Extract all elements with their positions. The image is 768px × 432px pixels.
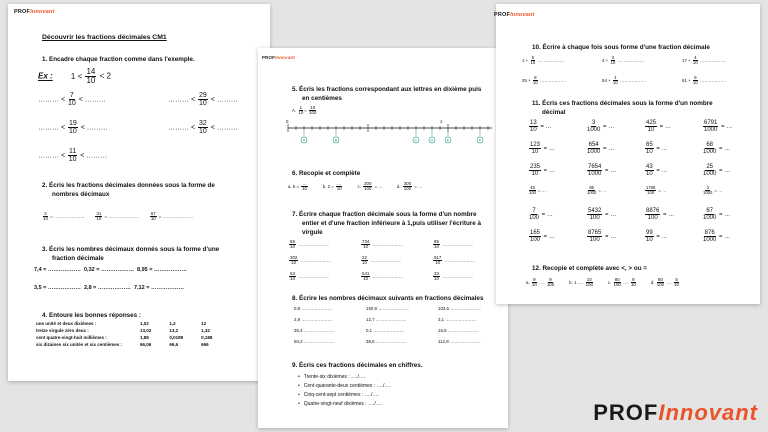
question-7: 7. Écrire chaque fraction décimale sous la forme d'un nombre: [292, 211, 477, 218]
q11-item: $\frac{8876}{100}$ = …: [646, 208, 675, 221]
q8-item: 0,8 …………………: [294, 306, 333, 311]
q8-item: 12,7 …………………: [366, 317, 407, 322]
q12-item: b. 1 …. $\frac{10}{100}$: [569, 277, 593, 288]
q11-item: $\frac{86}{1000}$ = …: [587, 185, 607, 196]
q8-item: 38,6 …………………: [366, 339, 407, 344]
fraction: $\frac{1768}{100}$: [646, 185, 656, 196]
q11-item: $\frac{67}{1000}$ = …: [703, 208, 731, 221]
point-label: F: [478, 137, 482, 143]
point-label: D: [430, 137, 434, 143]
question-5: 5. Écris les fractions correspondant aux lettres en dixième puis: [292, 86, 482, 93]
brand-logo-large: PROFInnovant: [593, 400, 758, 425]
q7-item: $\frac{541}{10}$ …………………: [362, 271, 404, 282]
question-7-cont2: virgule: [302, 229, 323, 236]
fraction: $\frac{7}{100}$: [529, 208, 540, 221]
table-cell[interactable]: cent quatre-vingt-huit millièmes :: [36, 335, 107, 340]
q11-item: $\frac{68}{1000}$ = …: [703, 142, 731, 155]
fraction: $\frac{68}{1000}$: [703, 142, 717, 155]
table-cell[interactable]: 0,188: [201, 335, 213, 340]
question-4: 4. Entoure les bonnes réponses :: [42, 312, 142, 319]
table-cell[interactable]: 666: [201, 342, 209, 347]
question-7-cont: entier et d'une fraction inférieure à 1,puis utiliser l'écriture à: [302, 220, 482, 227]
point-label: B: [334, 137, 338, 143]
table-cell[interactable]: 66,06: [140, 342, 152, 347]
q12-items: [526, 278, 694, 288]
fraction: $\frac{8}{10}$: [630, 277, 636, 288]
q9-item: • Cinq-cent-sept centièmes : …./….: [298, 392, 379, 398]
table-cell[interactable]: treize virgule zéro deux :: [36, 328, 89, 333]
q11-item: $\frac{1768}{100}$ = …: [646, 185, 667, 196]
fraction: $\frac{19}{10}$: [68, 120, 77, 135]
q8-item: 112,8 …………………: [438, 339, 481, 344]
q11-item: $\frac{13}{10}$ = …: [530, 120, 552, 133]
q10-item: 4 + $\frac{3}{10}$ ………………: [602, 55, 644, 66]
q10-item: 17 + $\frac{4}{10}$ ………………: [682, 55, 727, 66]
fraction: $\frac{11}{10}$: [68, 148, 77, 163]
example-row: Ex : 1 < $\frac{14}{10}$ < 2: [38, 67, 111, 85]
fraction: $\frac{86}{1000}$: [587, 185, 597, 196]
fraction: $\frac{3}{10}$: [610, 55, 616, 66]
q7-item: $\frac{22}{10}$ …………………: [362, 255, 401, 266]
fraction: $\frac{99}{10}$: [646, 230, 653, 243]
table-cell[interactable]: 1,88: [140, 335, 149, 340]
fraction: $\frac{5432}{100}$: [588, 208, 602, 221]
fraction: $\frac{9}{100}$: [546, 277, 555, 288]
fraction: $\frac{917}{10}$: [434, 255, 442, 266]
q11-item: $\frac{65}{10}$ = …: [646, 142, 668, 155]
question-9: 9. Écris ces fractions décimales en chiffres.: [292, 362, 423, 369]
q7-item: $\frac{33}{10}$ …………………: [434, 271, 473, 282]
axis-one: 1: [440, 119, 443, 124]
fraction: $\frac{7654}{1000}$: [588, 164, 602, 177]
q12-item: d. $\frac{50}{100}$ …. $\frac{5}{10}$: [650, 277, 679, 288]
worksheet-page-3: [496, 4, 760, 304]
q9-item: • Trente-six dixièmes : …./….: [298, 374, 365, 380]
fraction: $\frac{425}{10}$: [646, 120, 657, 133]
q11-item: $\frac{48}{100}$ = …: [529, 185, 546, 196]
q9-item: • Quatre-vingt-neuf dixièmes : …./….: [298, 401, 382, 407]
fraction: $\frac{31}{10}$: [96, 211, 102, 222]
table-cell[interactable]: une unité et deux dixièmes :: [36, 321, 97, 326]
fraction: $\frac{541}{10}$: [362, 271, 370, 282]
fraction: $\frac{876}{1000}$: [703, 230, 717, 243]
fraction: $\frac{85}{10}$: [434, 239, 439, 250]
q7-item: $\frac{917}{10}$ …………………: [434, 255, 476, 266]
q11-item: $\frac{654}{1000}$ = …: [587, 142, 615, 155]
q6-item: b. 2 = $\frac{\dots}{10}$: [322, 181, 342, 192]
question-3: 3. Écris les nombres décimaux donnés sous la forme d'une: [42, 246, 220, 253]
q6-item: a. 5 = $\frac{\dots}{10}$: [288, 181, 307, 192]
fraction: $\frac{165}{100}$: [530, 230, 541, 243]
fraction: $\frac{300}{100}$: [403, 181, 412, 192]
fraction: $\frac{43}{10}$: [646, 164, 653, 177]
table-cell[interactable]: 13,2: [169, 328, 179, 333]
fraction: $\frac{9}{10}$: [531, 277, 537, 288]
fraction: $\frac{235}{10}$: [530, 164, 541, 177]
q11-item: $\frac{6791}{1000}$ = …: [704, 120, 733, 133]
q8-item: 35,4 …………………: [294, 328, 335, 333]
framing-item: ……… < $\frac{32}{10}$ < ………: [168, 120, 238, 135]
question-2-cont: nombres décimaux: [52, 191, 110, 198]
fraction: $\frac{1}{10}$: [612, 75, 618, 86]
q8-item: 0,1 …………………: [366, 328, 405, 333]
fraction: $\frac{\dots}{10}$: [336, 181, 342, 192]
q11-item: $\frac{165}{100}$ = …: [530, 230, 555, 243]
q6-items: [288, 182, 436, 192]
fraction: $\frac{56}{10}$: [290, 239, 295, 250]
q11-item: $\frac{3}{1000}$ = …: [587, 120, 615, 133]
q8-item: 2,9 …………………: [294, 317, 333, 322]
fraction: $\frac{5}{10}$: [530, 55, 536, 66]
table-row: [32, 320, 216, 327]
q11-item: $\frac{235}{10}$ = …: [530, 164, 555, 177]
table-row: [32, 327, 216, 334]
fraction: $\frac{200}{100}$: [364, 181, 372, 192]
q8-item: 103,6 …………………: [438, 306, 481, 311]
fraction: $\frac{5}{10}$: [674, 277, 679, 288]
fraction: $\frac{29}{10}$: [198, 92, 207, 107]
q3-row-2: 3,5 = ……………… 2,8 = ……………… 7,12 = ………………: [34, 285, 184, 291]
fraction: $\frac{4}{10}$: [692, 55, 698, 66]
question-3-cont: fraction décimale: [52, 255, 104, 262]
fraction: $\frac{123}{10}$: [530, 142, 541, 155]
table-cell[interactable]: 13,02: [140, 328, 152, 333]
fraction: $\frac{6791}{1000}$: [704, 120, 718, 133]
q4-table: [32, 320, 216, 348]
q11-item: $\frac{876}{1000}$ = …: [703, 230, 731, 243]
fraction: $\frac{65}{10}$: [646, 142, 653, 155]
q7-item: $\frac{56}{10}$ …………………: [290, 239, 329, 250]
table-cell[interactable]: six dizaines six unités et six centièmes :: [36, 342, 123, 347]
q11-item: $\frac{5432}{100}$ = …: [588, 208, 617, 221]
q7-item: $\frac{734}{10}$ …………………: [362, 239, 404, 250]
fraction: $\frac{302}{10}$: [290, 255, 298, 266]
question-11-cont: décimal: [542, 109, 566, 116]
framing-item: ……… < $\frac{19}{10}$ < ………: [38, 120, 108, 135]
q11-item: $\frac{7654}{1000}$ = …: [588, 164, 617, 177]
question-12: 12. Recopie et complète avec <, > ou =: [532, 265, 647, 272]
table-cell[interactable]: 1,02: [140, 321, 149, 326]
q11-item: $\frac{425}{10}$ = …: [646, 120, 671, 133]
point-label: A: [302, 137, 306, 143]
q7-item: $\frac{302}{10}$ …………………: [290, 255, 332, 266]
fraction: $\frac{3}{1000}$: [703, 185, 713, 196]
fraction: $\frac{8}{10}$: [532, 75, 538, 86]
fraction: $\frac{25}{1000}$: [703, 164, 717, 177]
q12-item: a. $\frac{9}{10}$ …. $\frac{9}{100}$: [526, 277, 555, 288]
fraction: $\frac{9}{10}$: [692, 75, 698, 86]
fraction: $\frac{3}{1000}$: [587, 120, 601, 133]
q10-item: 1 + $\frac{5}{10}$ ………………: [522, 55, 564, 66]
fraction: $\frac{32}{10}$: [198, 120, 207, 135]
q3-row-1: 7,4 = ……………… 0,32 = ……………… 8,95 = ………………: [34, 267, 188, 273]
fraction: $\frac{22}{10}$: [362, 255, 367, 266]
fraction: $\frac{654}{1000}$: [587, 142, 601, 155]
fraction: $\frac{2}{10}$: [43, 211, 48, 222]
table-row: [32, 341, 216, 348]
question-8: 8. Écrire les nombres décimaux suivants en fractions décimales: [292, 295, 484, 302]
q11-item: $\frac{3}{1000}$ = …: [703, 185, 723, 196]
fraction: $\frac{63}{10}$: [290, 271, 295, 282]
question-2: 2. Écris les fractions décimales données sous la forme de: [42, 182, 215, 189]
q11-item: $\frac{8765}{100}$ = …: [588, 230, 617, 243]
q11-item: $\frac{99}{10}$ = …: [646, 230, 668, 243]
q7-item: $\frac{63}{10}$ …………………: [290, 271, 329, 282]
q12-item: c. $\frac{80}{100}$ …. $\frac{8}{10}$: [607, 277, 636, 288]
axis-zero: 0: [286, 119, 289, 124]
question-10: 10. Écrire à chaque fois sous forme d'une fraction décimale: [532, 44, 710, 51]
q8-item: 3,1 …………………: [438, 317, 477, 322]
q7-item: $\frac{85}{10}$ …………………: [434, 239, 473, 250]
page-title: Découvrir les fractions décimales CM1: [42, 34, 167, 41]
q2-items: $\frac{2}{10}$ = ………………… $\frac{31}{10}$ = ………………… $\frac{67}{10}$ = …………………: [43, 211, 194, 222]
framing-item: ……… < $\frac{7}{10}$ < ………: [38, 92, 106, 107]
q10-item: 54 + $\frac{1}{10}$ ………………: [602, 75, 647, 86]
brand-logo-2: PROFInnovant: [262, 55, 295, 60]
fraction: $\frac{33}{10}$: [434, 271, 439, 282]
fraction: $\frac{67}{10}$: [150, 211, 156, 222]
fraction: $\frac{13}{10}$: [530, 120, 537, 133]
table-cell[interactable]: 1,32: [201, 328, 210, 333]
q10-item: 25 + $\frac{8}{10}$ ………………: [522, 75, 567, 86]
fraction: $\frac{10}{100}$: [585, 277, 593, 288]
q11-item: $\frac{25}{1000}$ = …: [703, 164, 731, 177]
table-cell[interactable]: 1,2: [169, 321, 176, 326]
question-6: 6. Recopie et complète: [292, 170, 361, 177]
q11-item: $\frac{43}{10}$ = …: [646, 164, 668, 177]
q6-item: c. $\frac{200}{100}$ = …: [357, 181, 383, 192]
framing-item: ……… < $\frac{29}{10}$ < ………: [168, 92, 238, 107]
fraction: $\frac{48}{100}$: [529, 185, 536, 196]
q9-item: • Cent-quarante-deux centièmes : …./….: [298, 383, 391, 389]
point-label: C: [414, 137, 418, 143]
number-line: [282, 118, 502, 148]
fraction: $\frac{50}{100}$: [656, 277, 665, 288]
q11-item: $\frac{123}{10}$ = …: [530, 142, 555, 155]
q8-item: 150,9 …………………: [366, 306, 409, 311]
fraction: $\frac{8876}{100}$: [646, 208, 660, 221]
table-row: [32, 334, 216, 341]
q5-example: A. $\frac{1}{10}$ = $\frac{10}{100}$: [292, 105, 317, 116]
fraction: $\frac{\dots}{10}$: [302, 181, 307, 192]
q11-item: $\frac{7}{100}$ = …: [529, 208, 553, 221]
fraction: $\frac{734}{10}$: [362, 239, 370, 250]
point-label: E: [446, 137, 450, 143]
fraction: $\frac{80}{100}$: [613, 277, 621, 288]
q8-item: 16,5 …………………: [438, 328, 479, 333]
brand-logo-3: PROFInnovant: [494, 12, 535, 18]
q10-item: 61 + $\frac{9}{10}$ ………………: [682, 75, 727, 86]
table-cell[interactable]: 12: [201, 321, 207, 326]
fraction: $\frac{7}{10}$: [67, 92, 76, 107]
fraction: $\frac{8765}{100}$: [588, 230, 602, 243]
fraction: $\frac{67}{1000}$: [703, 208, 717, 221]
q8-item: 50,2 …………………: [294, 339, 335, 344]
question-11: 11. Écris ces fractions décimales sous la forme d'un nombre: [532, 100, 713, 107]
question-5-cont: en centièmes: [302, 95, 342, 102]
worksheet-page-2: [258, 48, 508, 428]
table-cell[interactable]: 0,0188: [169, 335, 184, 340]
q6-item: d. $\frac{300}{100}$ = …: [396, 181, 423, 192]
worksheet-page-1: [8, 4, 270, 381]
brand-logo: PROFInnovant: [14, 9, 55, 15]
question-1: 1. Encadre chaque fraction comme dans l'exemple.: [42, 56, 195, 63]
framing-item: ……… < $\frac{11}{10}$ < ………: [38, 148, 108, 163]
table-cell[interactable]: 66,6: [169, 342, 179, 347]
